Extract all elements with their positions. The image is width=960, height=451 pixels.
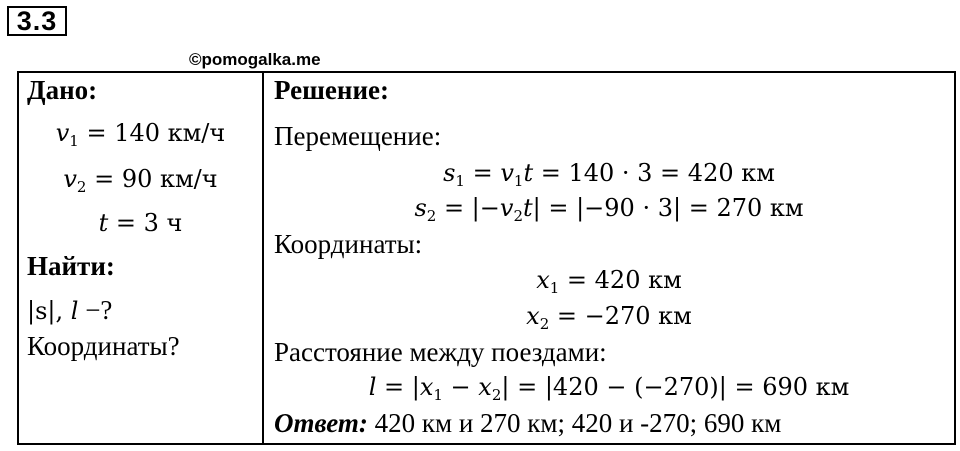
given-header: Дано:: [27, 75, 98, 105]
find-line-1: [27, 295, 112, 326]
l-rest: | = |420 − (−270)| = 690 км: [501, 373, 850, 401]
l-x1-sub: 1: [433, 386, 443, 404]
s1-eq: =: [464, 159, 501, 187]
given-v1: [19, 119, 262, 150]
l-x2: x: [478, 373, 492, 401]
x2-lhs-sub: 2: [539, 315, 550, 333]
solution-column: [264, 73, 954, 443]
equation-x1: [264, 266, 954, 297]
x2-rest: = −270 км: [549, 302, 692, 330]
t-rhs: = 3 ч: [108, 209, 183, 237]
s1-v: v: [500, 159, 514, 187]
l-lhs: l: [368, 373, 377, 401]
displacement-label: Перемещение:: [274, 121, 442, 151]
s1-rest: = 140 · 3 = 420 км: [533, 159, 775, 187]
s2-rest: | = |−90 · 3| = 270 км: [532, 194, 804, 222]
s2-t: t: [522, 194, 533, 222]
answer-label: Ответ:: [274, 408, 368, 438]
given-v2: [19, 165, 262, 196]
s2-v-sub: 2: [513, 207, 523, 225]
x1-lhs-sub: 1: [549, 279, 560, 297]
s1-t: t: [523, 159, 534, 187]
s2-lhs: s: [414, 194, 427, 222]
t-symbol: t: [98, 209, 109, 237]
s1-lhs-sub: 1: [455, 172, 465, 190]
given-column: [19, 73, 262, 443]
l-x1: x: [419, 373, 434, 401]
answer-text: 420 км и 270 км; 420 и -270; 690 км: [367, 408, 782, 438]
x1-lhs: x: [536, 266, 550, 294]
find-l: l: [70, 297, 79, 325]
find-header: Найти:: [27, 251, 115, 281]
equation-l: [264, 373, 954, 404]
coordinates-label: Координаты:: [274, 229, 423, 259]
distance-label: Расстояние между поездами:: [274, 337, 607, 367]
s1-v-sub: 1: [513, 172, 524, 190]
answer-line: [274, 408, 781, 439]
given-t: [19, 209, 262, 237]
find-rest: −?: [78, 295, 113, 325]
v1-symbol: v: [55, 119, 70, 147]
v2-rhs: = 90 км/ч: [86, 165, 218, 193]
problem-number: 3.3: [7, 6, 67, 36]
equation-s2: [264, 194, 954, 225]
v2-symbol: v: [63, 165, 77, 193]
solution-header: Решение:: [274, 75, 389, 105]
x2-lhs: x: [526, 302, 540, 330]
find-s: |s|,: [27, 297, 71, 325]
l-x2-sub: 2: [491, 386, 502, 404]
l-minus: −: [442, 373, 479, 401]
find-line-2: Координаты?: [27, 331, 180, 361]
equation-s1: [264, 159, 954, 190]
v2-sub: 2: [76, 178, 87, 196]
s2-v: v: [499, 194, 514, 222]
s1-lhs: s: [443, 159, 456, 187]
x1-rest: = 420 км: [559, 266, 682, 294]
watermark: ©pomogalka.me: [189, 50, 321, 69]
l-mid: = |: [376, 373, 420, 401]
s2-lhs-sub: 2: [426, 207, 437, 225]
s2-eq: = |−: [436, 194, 500, 222]
v1-rhs: = 140 км/ч: [78, 119, 226, 147]
equation-x2: [264, 302, 954, 333]
v1-sub: 1: [69, 132, 79, 150]
